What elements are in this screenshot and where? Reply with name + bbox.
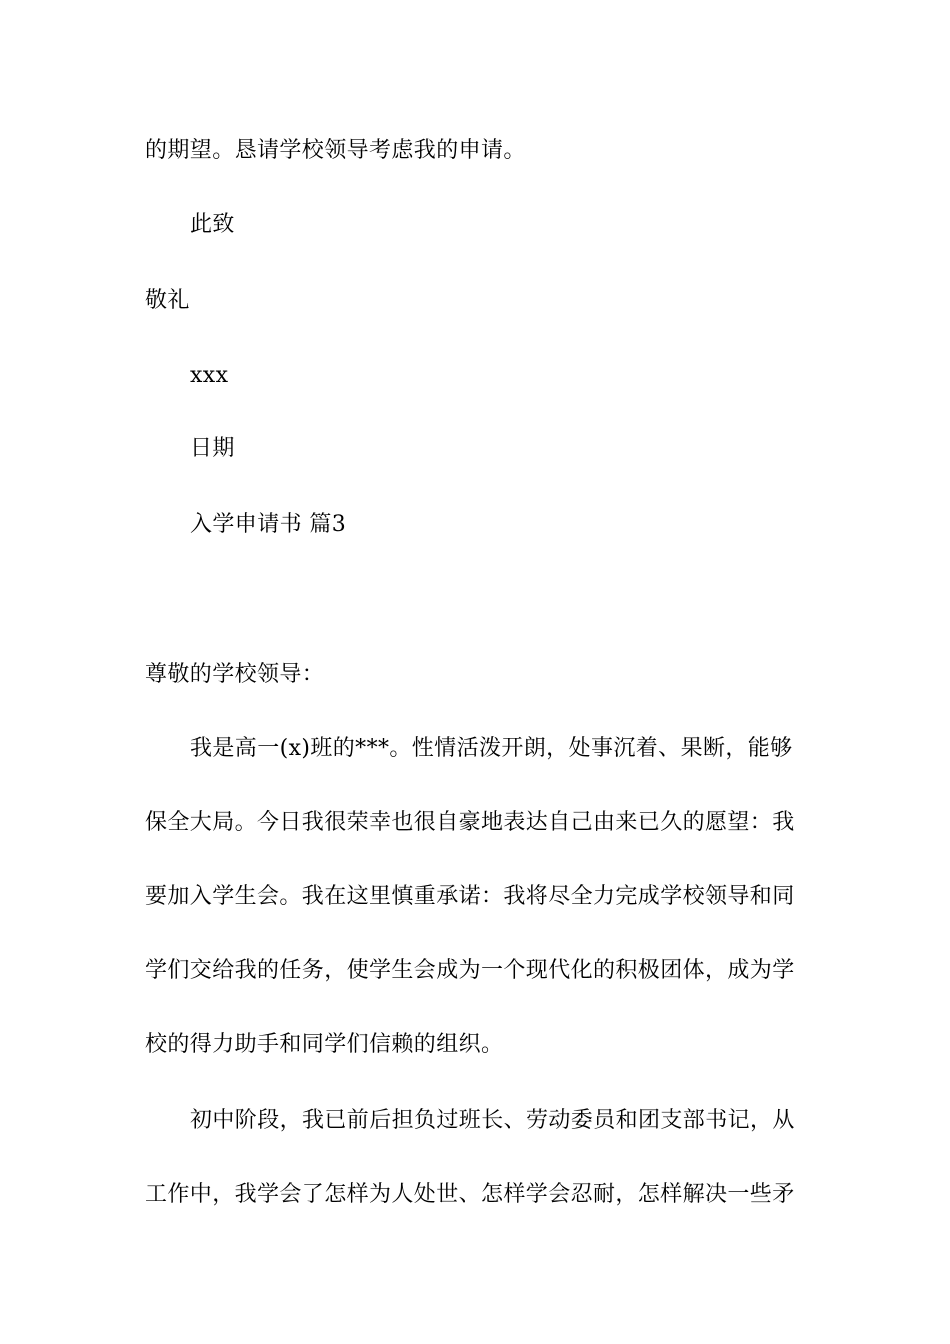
paragraph-line: 保全大局。今日我很荣幸也很自豪地表达自己由来已久的愿望：我	[145, 810, 795, 835]
paragraph-line: 校的得力助手和同学们信赖的组织。	[145, 1032, 504, 1057]
signature-date: 日期	[190, 436, 235, 461]
paragraph-line: 学们交给我的任务，使学生会成为一个现代化的积极团体，成为学	[145, 958, 795, 983]
letter-greeting: 尊敬的学校领导：	[145, 662, 325, 687]
paragraph-line: 我是高一(x)班的***。性情活泼开朗，处事沉着、果断，能够	[190, 736, 793, 761]
salutation-jingli: 敬礼	[145, 288, 190, 313]
paragraph-line: 初中阶段，我已前后担负过班长、劳动委员和团支部书记，从	[190, 1108, 795, 1133]
paragraph-line: 要加入学生会。我在这里慎重承诺：我将尽全力完成学校领导和同	[145, 884, 795, 909]
paragraph-line: 工作中，我学会了怎样为人处世、怎样学会忍耐，怎样解决一些矛	[145, 1182, 795, 1207]
section-heading: 入学申请书 篇3	[190, 512, 347, 537]
salutation-cizhi: 此致	[190, 212, 235, 237]
text-line-closing-request: 的期望。恳请学校领导考虑我的申请。	[145, 138, 526, 163]
signature-name: xxx	[190, 363, 229, 388]
